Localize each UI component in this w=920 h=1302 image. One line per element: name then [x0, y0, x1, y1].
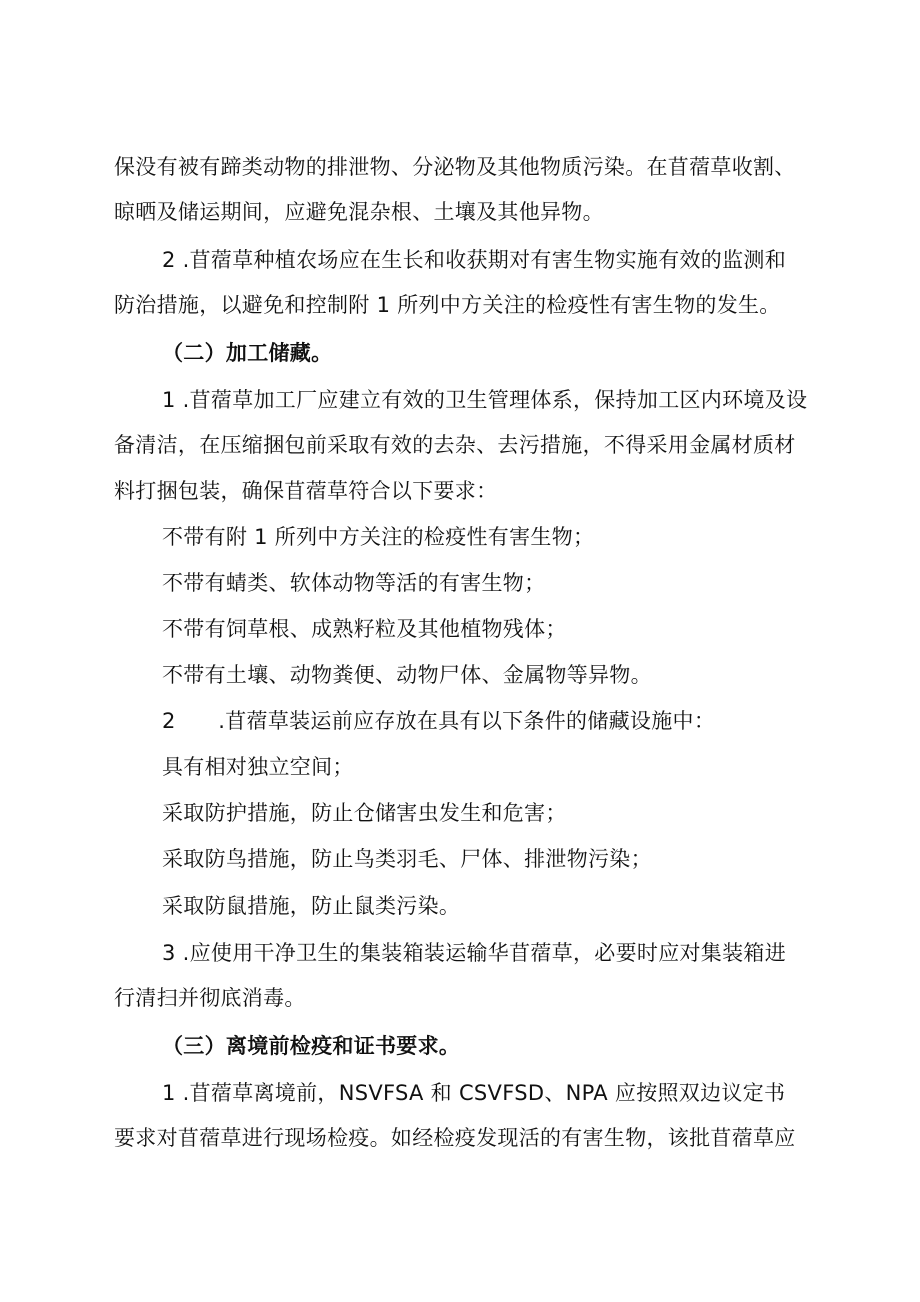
paragraph-line: 2 .苜蓿草种植农场应在生长和收获期对有害生物实施有效的监测和 — [162, 248, 787, 272]
list-item: 具有相对独立空间； — [162, 755, 354, 779]
paragraph-line: 2 .苜蓿草装运前应存放在具有以下条件的储藏设施中： — [162, 709, 716, 733]
paragraph-line: 1 .苜蓿草离境前，NSVFSA 和 CSVFSD、NPA 应按照双边议定书 — [162, 1081, 786, 1105]
paragraph-line: 3 .应使用干净卫生的集装箱装运输华苜蓿草，必要时应对集装箱进 — [162, 941, 787, 965]
list-item: 不带有土壤、动物粪便、动物尸体、金属物等异物。 — [162, 663, 652, 687]
paragraph-line: 要求对苜蓿草进行现场检疫。如经检疫发现活的有害生物，该批苜蓿草应 — [114, 1126, 796, 1150]
list-item: 采取防鸟措施，防止鸟类羽毛、尸体、排泄物污染； — [162, 847, 652, 871]
paragraph-line: 备清洁，在压缩捆包前采取有效的去杂、去污措施，不得采用金属材质材 — [114, 433, 796, 457]
list-item: 不带有附 1 所列中方关注的检疫性有害生物； — [162, 525, 595, 549]
list-item: 采取防鼠措施，防止鼠类污染。 — [162, 894, 461, 918]
paragraph-line: 防治措施，以避免和控制附 1 所列中方关注的检疫性有害生物的发生。 — [114, 293, 781, 317]
paragraph-line: 晾晒及储运期间，应避免混杂根、土壤及其他异物。 — [114, 200, 604, 224]
paragraph-line: 保没有被有蹄类动物的排泄物、分泌物及其他物质污染。在苜蓿草收割、 — [114, 155, 796, 179]
paragraph-line: 行清扫并彻底消毒。 — [114, 986, 306, 1010]
list-item: 不带有蜻类、软体动物等活的有害生物； — [162, 571, 546, 595]
section-heading: （三）离境前检疫和证书要求。 — [162, 1034, 461, 1058]
list-item: 采取防护措施，防止仓储害虫发生和危害； — [162, 801, 567, 825]
list-item: 不带有饲草根、成熟籽粒及其他植物残体； — [162, 617, 567, 641]
paragraph-line: 1 .苜蓿草加工厂应建立有效的卫生管理体系，保持加工区内环境及设 — [162, 388, 808, 412]
section-heading: （二）加工储藏。 — [162, 341, 333, 365]
paragraph-line: 料打捆包装，确保苜蓿草符合以下要求： — [114, 479, 498, 503]
